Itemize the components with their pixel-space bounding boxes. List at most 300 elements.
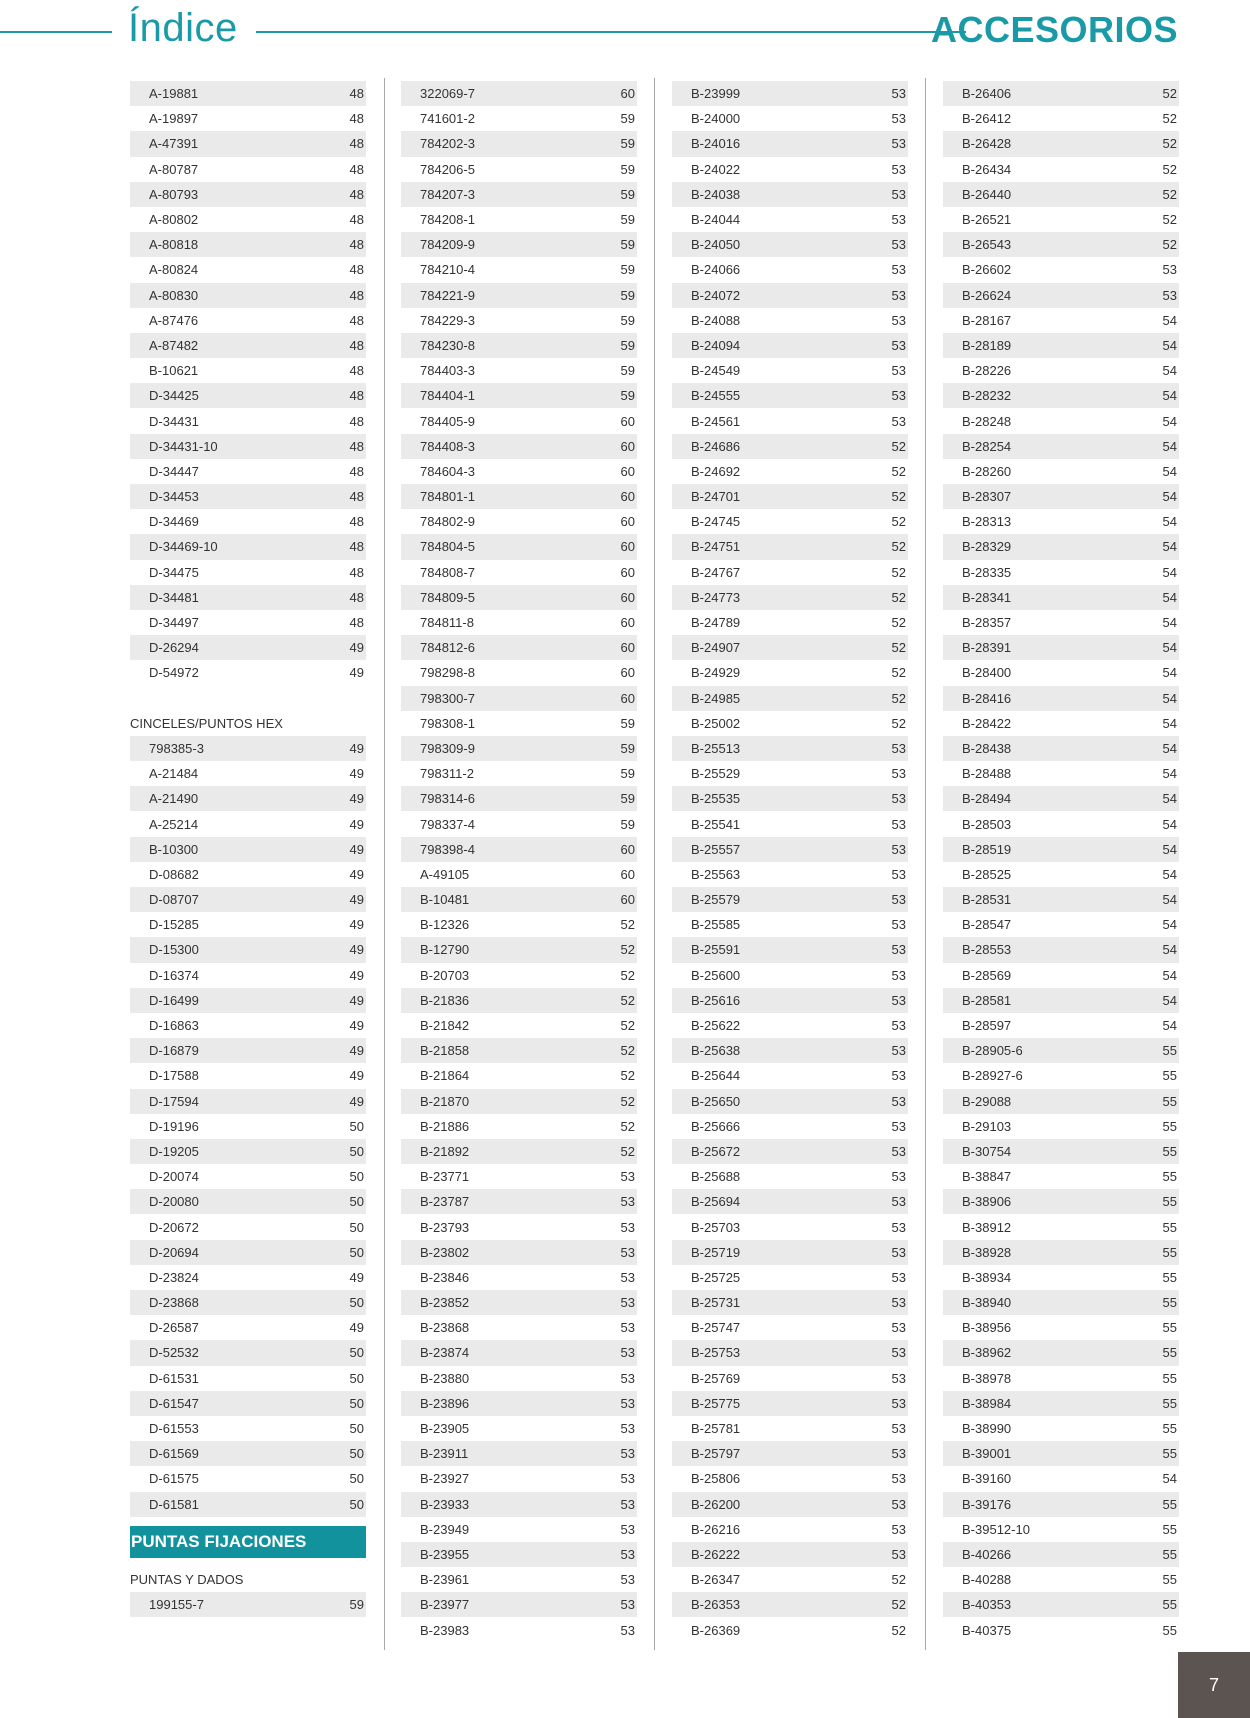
index-row [401,937,637,962]
page-ref: 53 [891,1471,906,1487]
index-row [943,1366,1179,1391]
index-row [943,131,1179,156]
index-column-3 [672,81,908,1643]
page-ref: 59 [349,1596,364,1612]
page-ref: 53 [891,1194,906,1210]
product-code: B-28335 [962,564,1012,580]
page-ref: 53 [620,1370,635,1386]
index-row [943,912,1179,937]
index-row [130,660,366,685]
product-code: B-25753 [691,1345,741,1361]
product-code: A-80802 [149,212,199,228]
product-code: 741601-2 [420,111,475,127]
page-ref: 52 [620,942,635,958]
product-code: B-23955 [420,1546,470,1562]
index-row [130,257,366,282]
index-row [943,811,1179,836]
product-code: B-26602 [962,262,1012,278]
product-code: B-26428 [962,136,1012,152]
page-ref: 60 [620,841,635,857]
index-column-2 [401,81,637,1643]
index-row [130,157,366,182]
page-ref: 53 [891,1320,906,1336]
product-code: B-38912 [962,1219,1012,1235]
page-ref: 59 [620,287,635,303]
page-ref: 54 [1162,690,1177,706]
index-row [672,811,908,836]
product-code: B-25672 [691,1143,741,1159]
page-ref: 53 [891,262,906,278]
index-row [943,1416,1179,1441]
index-row [672,1466,908,1491]
page-ref: 53 [620,1496,635,1512]
page-ref: 50 [349,1143,364,1159]
page-ref: 49 [349,1043,364,1059]
index-row [130,963,366,988]
product-code: B-24701 [691,489,741,505]
index-row [401,811,637,836]
index-row [943,1265,1179,1290]
page-ref: 50 [349,1219,364,1235]
index-row [672,887,908,912]
index-row [943,1240,1179,1265]
product-code: B-28167 [962,312,1012,328]
index-row [401,232,637,257]
index-row [401,1441,637,1466]
page-ref: 50 [349,1395,364,1411]
product-code: B-26543 [962,237,1012,253]
index-row [943,182,1179,207]
product-code: 784809-5 [420,589,475,605]
page-ref: 53 [891,1345,906,1361]
index-row [672,358,908,383]
product-code: B-28307 [962,489,1012,505]
index-row [401,1063,637,1088]
page-ref: 53 [891,1118,906,1134]
product-code: D-16879 [149,1043,199,1059]
page-ref: 49 [349,1018,364,1034]
product-code: 798311-2 [420,766,474,782]
index-row [672,1567,908,1592]
product-code: D-61553 [149,1421,199,1437]
page-ref: 60 [620,489,635,505]
category-band: PUNTAS FIJACIONES [130,1526,366,1558]
index-row [401,1139,637,1164]
product-code: B-23852 [420,1295,470,1311]
index-row [672,207,908,232]
product-code: A-87482 [149,337,199,353]
product-code: A-80793 [149,186,199,202]
product-code: 322069-7 [420,86,475,102]
index-row [401,484,637,509]
index-row [672,1617,908,1642]
page-title: Índice [128,6,238,50]
product-code: B-23846 [420,1269,470,1285]
page-ref: 59 [620,766,635,782]
product-code: B-12326 [420,917,470,933]
index-row [672,1492,908,1517]
product-code: B-26521 [962,212,1012,228]
product-code: B-25002 [691,715,741,731]
index-row [672,1089,908,1114]
index-row [130,736,366,761]
page-ref: 54 [1162,740,1177,756]
page-ref: 54 [1162,589,1177,605]
page-ref: 53 [891,992,906,1008]
index-row [130,761,366,786]
product-code: 798337-4 [420,816,475,832]
index-row [943,509,1179,534]
page-ref: 52 [891,615,906,631]
product-code: B-21842 [420,1018,470,1034]
product-code: B-25650 [691,1093,741,1109]
page-ref: 52 [891,690,906,706]
page-ref: 53 [891,1143,906,1159]
page-ref: 55 [1162,1521,1177,1537]
page-ref: 53 [891,866,906,882]
page-ref: 53 [891,816,906,832]
index-row [130,811,366,836]
index-row [672,1366,908,1391]
product-code: B-25775 [691,1395,741,1411]
index-row [943,1441,1179,1466]
product-code: B-28357 [962,615,1012,631]
index-row [943,686,1179,711]
page-ref: 48 [349,489,364,505]
page-ref: 48 [349,388,364,404]
product-code: B-23874 [420,1345,470,1361]
page-ref: 53 [891,1521,906,1537]
index-row [672,635,908,660]
product-code: B-38940 [962,1295,1012,1311]
index-row [130,585,366,610]
page-ref: 50 [349,1295,364,1311]
index-row [672,1038,908,1063]
index-row [943,484,1179,509]
index-row [943,333,1179,358]
index-row [672,257,908,282]
index-row [943,1567,1179,1592]
page-ref: 52 [620,1143,635,1159]
page-ref: 55 [1162,1043,1177,1059]
product-code: D-61547 [149,1395,199,1411]
page-ref: 48 [349,363,364,379]
product-code: B-38984 [962,1395,1012,1411]
product-code: D-16863 [149,1018,199,1034]
product-code: B-39001 [962,1446,1012,1462]
page-ref: 53 [891,161,906,177]
page-ref: 54 [1162,514,1177,530]
page-ref: 53 [891,312,906,328]
product-code: A-80787 [149,161,199,177]
product-code: B-23787 [420,1194,470,1210]
page-ref: 53 [620,1597,635,1613]
page-ref: 53 [620,1345,635,1361]
product-code: B-38978 [962,1370,1012,1386]
header-rule-left [0,31,112,33]
index-row [130,1492,366,1517]
index-row [672,1315,908,1340]
page-ref: 54 [1162,892,1177,908]
page-ref: 54 [1162,363,1177,379]
page-ref: 50 [349,1194,364,1210]
index-row [401,106,637,131]
product-code: D-34481 [149,589,199,605]
page-ref: 48 [349,111,364,127]
index-row [943,963,1179,988]
index-row [672,1063,908,1088]
product-code: B-25725 [691,1269,741,1285]
page-ref: 53 [891,413,906,429]
index-row [943,207,1179,232]
page-ref: 53 [891,740,906,756]
product-code: B-24751 [691,539,741,555]
page-ref: 54 [1162,992,1177,1008]
product-code: 798314-6 [420,791,475,807]
index-row [672,434,908,459]
page-ref: 53 [891,388,906,404]
page-ref: 52 [891,640,906,656]
index-row [672,786,908,811]
product-code: B-25781 [691,1421,741,1437]
index-row [943,257,1179,282]
page-ref: 54 [1162,715,1177,731]
product-code: B-28416 [962,690,1012,706]
product-code: D-26294 [149,640,199,656]
index-row [401,1240,637,1265]
index-row [672,232,908,257]
product-code: B-21858 [420,1043,470,1059]
index-row [130,207,366,232]
index-row [672,459,908,484]
index-row [672,937,908,962]
page-ref: 54 [1162,665,1177,681]
product-code: D-34431-10 [149,438,218,454]
section-title: ACCESORIOS [930,9,1178,50]
product-code: D-61575 [149,1471,199,1487]
product-code: B-25731 [691,1295,741,1311]
index-row [401,358,637,383]
page-ref: 55 [1162,1143,1177,1159]
spacer [130,686,366,711]
index-row [401,862,637,887]
product-code: B-26406 [962,86,1012,102]
page-ref: 50 [349,1421,364,1437]
page-ref: 55 [1162,1395,1177,1411]
product-code: B-24044 [691,212,741,228]
index-row [401,1542,637,1567]
index-row [130,509,366,534]
index-row [401,660,637,685]
page-ref: 53 [891,1018,906,1034]
index-row [130,1164,366,1189]
index-row [401,1617,637,1642]
index-row [672,1164,908,1189]
page-ref: 49 [349,740,364,756]
index-row [672,1542,908,1567]
page-ref: 53 [891,363,906,379]
index-row [130,1139,366,1164]
product-code: B-10481 [420,892,470,908]
page-ref: 54 [1162,967,1177,983]
product-code: B-28189 [962,337,1012,353]
index-row [672,283,908,308]
index-row [672,560,908,585]
index-row [943,1315,1179,1340]
product-code: B-25535 [691,791,741,807]
product-code: 784811-8 [420,615,474,631]
page-ref: 48 [349,438,364,454]
index-row [672,1240,908,1265]
index-row [401,131,637,156]
index-row [401,257,637,282]
index-row [401,1466,637,1491]
product-code: B-24555 [691,388,741,404]
product-code: B-28329 [962,539,1012,555]
page-ref: 52 [891,463,906,479]
index-row [943,1089,1179,1114]
column-divider [654,78,655,1650]
index-row [943,1340,1179,1365]
product-code: D-52532 [149,1345,199,1361]
page-ref: 53 [620,1471,635,1487]
product-code: 784403-3 [420,363,475,379]
page-ref: 52 [620,1118,635,1134]
index-row [401,1164,637,1189]
index-row [943,1592,1179,1617]
page-ref: 52 [891,564,906,580]
index-row [672,1139,908,1164]
product-code: D-16499 [149,992,199,1008]
page-ref: 49 [349,1269,364,1285]
product-code: B-26434 [962,161,1012,177]
page-ref: 52 [1162,136,1177,152]
page-ref: 54 [1162,413,1177,429]
index-row [401,711,637,736]
product-code: 784802-9 [420,514,475,530]
product-code: B-21892 [420,1143,470,1159]
product-code: D-61531 [149,1370,199,1386]
index-row [130,459,366,484]
index-row [401,408,637,433]
page-ref: 52 [620,1043,635,1059]
index-row [943,560,1179,585]
product-code: B-23793 [420,1219,470,1235]
index-row [401,887,637,912]
product-code: B-24745 [691,514,741,530]
page-ref: 55 [1162,1068,1177,1084]
index-row [401,686,637,711]
index-row [943,308,1179,333]
product-code: D-23868 [149,1295,199,1311]
index-row [130,1441,366,1466]
page-ref: 53 [891,212,906,228]
page-ref: 50 [349,1370,364,1386]
product-code: B-25703 [691,1219,741,1235]
page-ref: 52 [620,992,635,1008]
page-ref: 53 [620,1421,635,1437]
product-code: B-28597 [962,1018,1012,1034]
product-code: A-19881 [149,86,199,102]
page-ref: 48 [349,212,364,228]
product-code: 798398-4 [420,841,475,857]
index-row [130,358,366,383]
index-row [672,308,908,333]
page-ref: 49 [349,841,364,857]
product-code: 784221-9 [420,287,475,303]
subcategory-heading: PUNTAS Y DADOS [130,1571,244,1587]
index-row [672,1517,908,1542]
subcategory-heading: CINCELES/PUNTOS HEX [130,715,283,731]
page-ref: 60 [620,413,635,429]
page-ref: 54 [1162,1018,1177,1034]
product-code: B-24022 [691,161,741,177]
page-ref: 53 [891,111,906,127]
product-code: B-39512-10 [962,1521,1030,1537]
index-row [943,534,1179,559]
product-code: 784230-8 [420,337,475,353]
product-code: D-54972 [149,665,199,681]
page-ref: 49 [349,1068,364,1084]
product-code: B-20703 [420,967,470,983]
product-code: B-26216 [691,1521,741,1537]
index-row [401,459,637,484]
index-row [672,1391,908,1416]
page-ref: 55 [1162,1370,1177,1386]
page-ref: 50 [349,1446,364,1462]
index-row [943,862,1179,887]
page-ref: 48 [349,237,364,253]
index-row [672,1189,908,1214]
page-ref: 48 [349,186,364,202]
page-ref: 48 [349,413,364,429]
index-row [130,1416,366,1441]
page-ref: 55 [1162,1093,1177,1109]
product-code: B-23911 [420,1446,469,1462]
product-code: D-34475 [149,564,199,580]
index-row [943,1189,1179,1214]
page-ref: 50 [349,1169,364,1185]
index-row [401,207,637,232]
index-row [401,1114,637,1139]
index-row [130,1189,366,1214]
product-code: A-87476 [149,312,199,328]
index-row [672,585,908,610]
product-code: 784804-5 [420,539,475,555]
page-ref: 55 [1162,1244,1177,1260]
index-row [943,1542,1179,1567]
index-row [943,711,1179,736]
product-code: B-24088 [691,312,741,328]
product-code: B-25541 [691,816,741,832]
page-ref: 59 [620,715,635,731]
page-ref: 49 [349,942,364,958]
product-code: B-25529 [691,766,741,782]
index-row [672,1416,908,1441]
index-row [943,736,1179,761]
page-ref: 48 [349,589,364,605]
page-ref: 48 [349,312,364,328]
page-ref: 53 [891,1093,906,1109]
index-row [401,1517,637,1542]
index-row [943,157,1179,182]
index-row [401,1592,637,1617]
product-code: B-24038 [691,186,741,202]
page-ref: 59 [620,262,635,278]
product-code: B-28422 [962,715,1012,731]
page-ref: 52 [620,917,635,933]
product-code: B-25694 [691,1194,741,1210]
